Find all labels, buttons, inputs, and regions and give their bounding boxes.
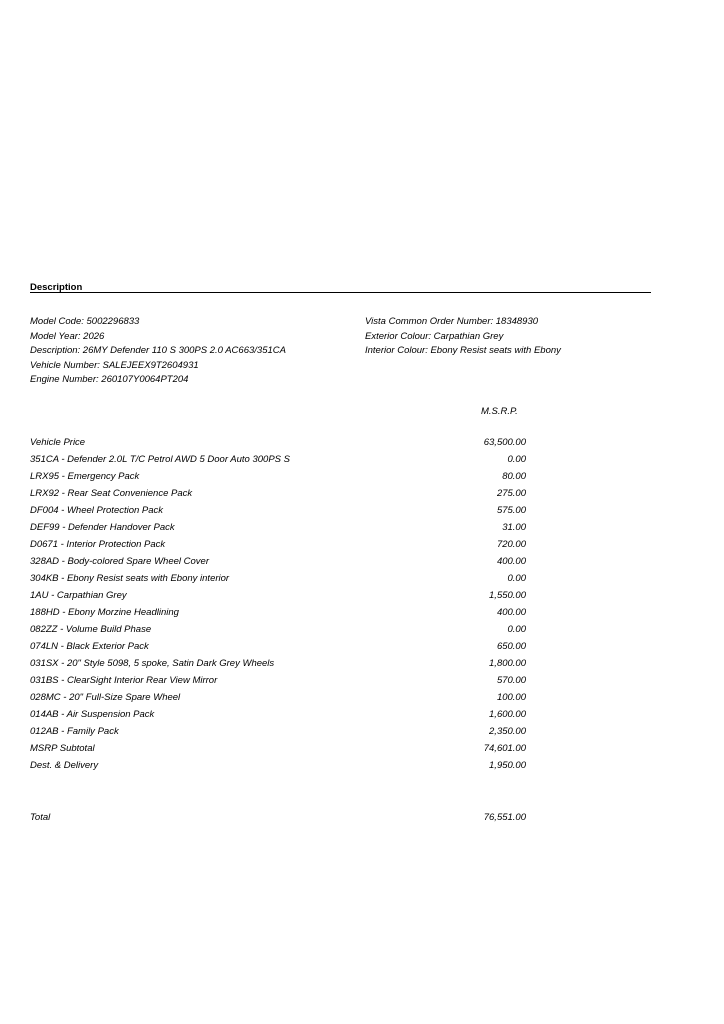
line-item-description: 1AU - Carpathian Grey (30, 590, 127, 601)
vehicle-info-right (365, 316, 561, 360)
line-item-amount: 275.00 (496, 488, 526, 499)
exterior-colour: Exterior Colour: Carpathian Grey (365, 330, 504, 342)
line-item-amount: 0.00 (507, 573, 526, 584)
total-amount: 76,551.00 (483, 812, 526, 823)
line-item-amount: 2,350.00 (489, 726, 526, 737)
line-item-amount: 1,800.00 (489, 658, 526, 669)
line-item-description: Vehicle Price (30, 437, 86, 448)
line-item-description: 304KB - Ebony Resist seats with Ebony interior (30, 573, 230, 584)
line-item-description: DEF99 - Defender Handover Pack (30, 522, 175, 533)
line-item (30, 437, 526, 454)
line-item (30, 556, 526, 573)
vehicle-number: Vehicle Number: SALEJEEX9T2604931 (30, 359, 199, 371)
line-item (30, 607, 526, 624)
line-item-amount: 720.00 (496, 539, 526, 550)
line-item-description: 188HD - Ebony Morzine Headlining (30, 607, 179, 618)
line-item-amount: 570.00 (496, 675, 526, 686)
subtotal-amount: 74,601.00 (483, 743, 526, 754)
line-item-amount: 31.00 (502, 522, 526, 533)
line-item-description: LRX95 - Emergency Pack (30, 471, 140, 482)
line-item-description: 082ZZ - Volume Build Phase (30, 624, 152, 635)
delivery-label: Dest. & Delivery (30, 760, 99, 771)
interior-colour: Interior Colour: Ebony Resist seats with Ebony (365, 345, 561, 357)
heading-divider (30, 292, 651, 293)
line-item (30, 471, 526, 488)
line-item-amount: 63,500.00 (483, 437, 526, 448)
line-item-amount: 0.00 (507, 454, 526, 465)
line-item-amount: 100.00 (496, 692, 526, 703)
model-year: Model Year: 2026 (30, 330, 105, 342)
line-item-description: LRX92 - Rear Seat Convenience Pack (30, 488, 193, 499)
line-item (30, 573, 526, 590)
total-label: Total (30, 812, 51, 823)
section-heading: Description (30, 282, 83, 293)
line-item-amount: 80.00 (502, 471, 526, 482)
line-item (30, 522, 526, 539)
line-item-amount: 400.00 (496, 607, 526, 618)
line-item-description: 031SX - 20" Style 5098, 5 spoke, Satin Dark Grey Wheels (30, 658, 275, 669)
line-item (30, 624, 526, 641)
line-item-description: 014AB - Air Suspension Pack (30, 709, 155, 720)
line-item-description: 031BS - ClearSight Interior Rear View Mirror (30, 675, 218, 686)
msrp-column-header: M.S.R.P. (481, 406, 518, 417)
line-item (30, 505, 526, 522)
subtotal-label: MSRP Subtotal (30, 743, 95, 754)
line-item (30, 675, 526, 692)
line-item-description: 351CA - Defender 2.0L T/C Petrol AWD 5 Door Auto 300PS S (30, 454, 290, 465)
line-item-amount: 1,600.00 (489, 709, 526, 720)
line-item-description: 328AD - Body-colored Spare Wheel Cover (30, 556, 210, 567)
line-items-list (30, 437, 526, 777)
subtotal-row (30, 743, 526, 760)
line-item (30, 658, 526, 675)
line-item-amount: 0.00 (507, 624, 526, 635)
delivery-amount: 1,950.00 (489, 760, 526, 771)
total-row (30, 812, 526, 826)
model-code: Model Code: 5002296833 (30, 316, 140, 327)
line-item-description: DF004 - Wheel Protection Pack (30, 505, 164, 516)
line-item (30, 692, 526, 709)
line-item-amount: 400.00 (496, 556, 526, 567)
line-item (30, 454, 526, 471)
line-item-description: 012AB - Family Pack (30, 726, 119, 737)
line-item (30, 488, 526, 505)
line-item-amount: 650.00 (496, 641, 526, 652)
vehicle-description: Description: 26MY Defender 110 S 300PS 2.0 AC663/351CA (30, 345, 286, 357)
line-item (30, 709, 526, 726)
delivery-row (30, 760, 526, 777)
line-item-description: 028MC - 20" Full-Size Spare Wheel (30, 692, 181, 703)
line-item-description: 074LN - Black Exterior Pack (30, 641, 149, 652)
line-item-amount: 1,550.00 (489, 590, 526, 601)
line-item-description: D0671 - Interior Protection Pack (30, 539, 166, 550)
line-item-amount: 575.00 (496, 505, 526, 516)
line-item (30, 590, 526, 607)
engine-number: Engine Number: 260107Y0064PT204 (30, 374, 189, 386)
line-item (30, 726, 526, 743)
line-item (30, 641, 526, 658)
vehicle-info-left (30, 316, 286, 389)
line-item (30, 539, 526, 556)
order-number: Vista Common Order Number: 18348930 (365, 316, 539, 327)
